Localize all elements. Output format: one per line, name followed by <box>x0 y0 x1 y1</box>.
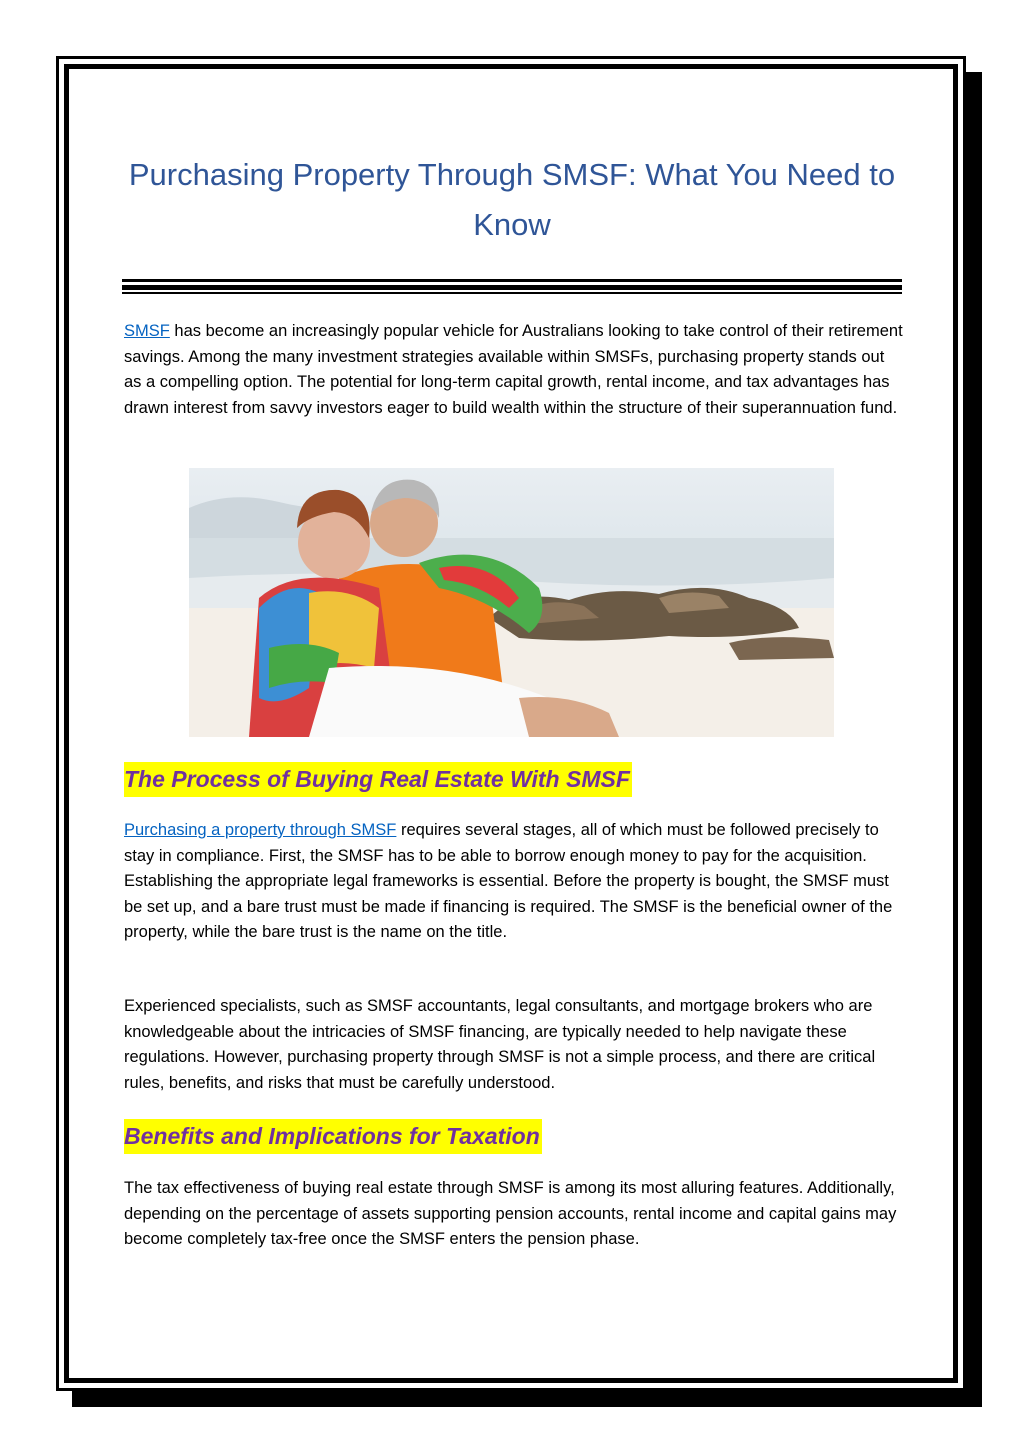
process-paragraph-1-block <box>124 818 904 946</box>
intro-paragraph <box>124 319 904 421</box>
title-divider <box>122 279 902 295</box>
page-title: Purchasing Property Through SMSF: What You Need to Know <box>128 157 896 242</box>
process-paragraph-2: Experienced specialists, such as SMSF accountants, legal consultants, and mortgage brokers who are knowledgeable about the intricacies of SMSF financing, are typically needed to help navigate these regulations. However, purchasing property through SMSF is not a simple process, and there are critical rules, benefits, and risks that must be carefully understood. <box>124 997 876 1092</box>
smsf-link[interactable]: SMSF <box>124 322 170 340</box>
taxation-paragraph-1: The tax effectiveness of buying real estate through SMSF is among its most alluring features. Additionally, depending on the percentage of assets supporting pension accounts, rental income and capital gains may become completely tax-free once the SMSF enters the pension phase. <box>124 1179 897 1248</box>
title-block <box>124 150 900 250</box>
process-paragraph-1 <box>124 818 904 946</box>
couple-beach-photo <box>189 468 834 737</box>
process-paragraph-1-text: requires several stages, all of which must be followed precisely to stay in compliance. First, the SMSF has to be able to borrow enough money to pay for the acquisition. Establishing the appropriate legal frameworks is essential. Before the property is bought, the SMSF must be set up, and a bare trust must be made if financing is required. The SMSF is the beneficial owner of the property, while the bare trust is the name on the title. <box>124 821 893 941</box>
intro-paragraph-block <box>124 319 904 421</box>
section-heading-process: The Process of Buying Real Estate With SMSF <box>124 762 632 797</box>
section-heading-taxation: Benefits and Implications for Taxation <box>124 1119 542 1154</box>
intro-text: has become an increasingly popular vehicle for Australians looking to take control of their retirement savings. Among the many investment strategies available within SMSFs, purchasing property stands out as a compelling option. The potential for long-term capital growth, rental income, and tax advantages has drawn interest from savvy investors eager to build wealth within the structure of their superannuation fund. <box>124 322 903 417</box>
purchasing-property-link[interactable]: Purchasing a property through SMSF <box>124 821 397 839</box>
taxation-paragraph-block <box>124 1176 904 1253</box>
process-paragraph-2-block <box>124 994 904 1096</box>
